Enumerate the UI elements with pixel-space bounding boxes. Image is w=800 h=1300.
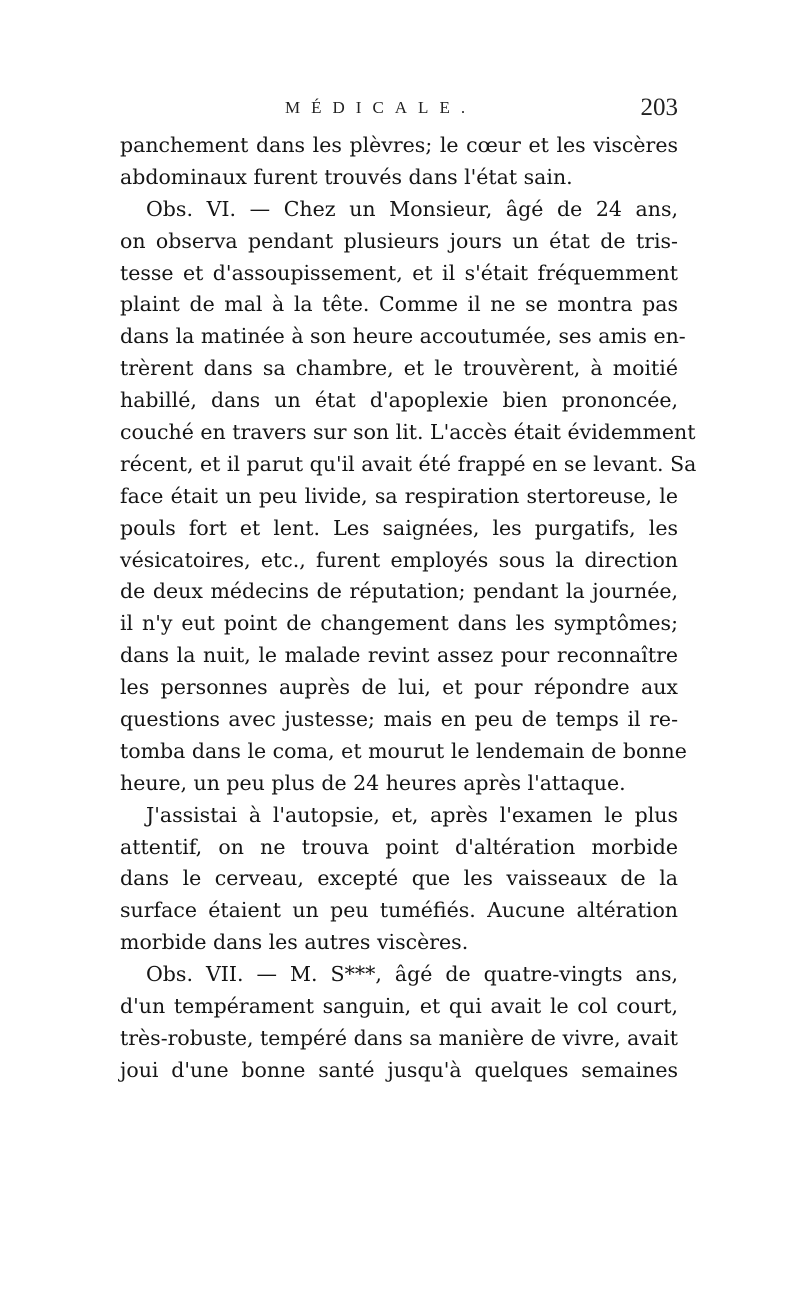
text-line: heure, un peu plus de 24 heures après l'attaque.: [120, 770, 626, 795]
text-line: dans la nuit, le malade revint assez pour reconnaître: [120, 643, 678, 668]
text-line: vésicatoires, etc., furent employés sous la direction: [120, 547, 678, 572]
text-line: il n'y eut point de changement dans les symptômes;: [120, 611, 678, 636]
page-number: 203: [640, 94, 678, 121]
text-line: d'un tempérament sanguin, et qui avait le col court,: [120, 994, 678, 1019]
observation-heading-line: Obs. VI. — Chez un Monsieur, âgé de 24 ans,: [146, 196, 678, 221]
text-line: pouls fort et lent. Les saignées, les purgatifs, les: [120, 515, 678, 540]
text-line: plaint de mal à la tête. Comme il ne se montra pas: [120, 292, 678, 317]
text-line: les personnes auprès de lui, et pour répondre aux: [120, 675, 678, 700]
text-line: attentif, on ne trouva point d'altération morbide: [120, 834, 678, 859]
body-text: [120, 130, 697, 1087]
text-line: face était un peu livide, sa respiration stertoreuse, le: [120, 483, 678, 508]
text-line: questions avec justesse; mais en peu de temps il re-: [120, 707, 678, 732]
observation-heading-line: Obs. VII. — M. S***, âgé de quatre-vingts ans,: [146, 962, 678, 987]
text-line: on observa pendant plusieurs jours un état de tris-: [120, 228, 678, 253]
text-line: très-robuste, tempéré dans sa manière de vivre, avait: [120, 1025, 678, 1050]
text-line: de deux médecins de réputation; pendant la journée,: [120, 579, 678, 604]
text-line: surface étaient un peu tuméfiés. Aucune altération: [120, 898, 678, 923]
text-line: dans la matinée à son heure accoutumée, ses amis en-: [120, 324, 686, 349]
text-line: tesse et d'assoupissement, et il s'était fréquemment: [120, 260, 678, 285]
text-line: joui d'une bonne santé jusqu'à quelques semaines: [120, 1057, 678, 1082]
running-head: [120, 94, 678, 128]
text-line: récent, et il parut qu'il avait été frappé en se levant. Sa: [120, 451, 697, 476]
text-line: habillé, dans un état d'apoplexie bien prononcée,: [120, 388, 678, 413]
text-line: tomba dans le coma, et mourut le lendemain de bonne: [120, 738, 687, 763]
text-line: trèrent dans sa chambre, et le trouvèrent, à moitié: [120, 356, 678, 381]
text-line: couché en travers sur son lit. L'accès était évidemment: [120, 420, 696, 445]
text-line: dans le cerveau, excepté que les vaisseaux de la: [120, 866, 678, 891]
text-line: morbide dans les autres viscères.: [120, 930, 469, 955]
running-title: MÉDICALE.: [285, 98, 477, 117]
text-line: J'assistai à l'autopsie, et, après l'examen le plus: [146, 802, 678, 827]
text-line: panchement dans les plèvres; le cœur et les viscères: [120, 133, 678, 157]
text-line: abdominaux furent trouvés dans l'état sain.: [120, 164, 573, 189]
